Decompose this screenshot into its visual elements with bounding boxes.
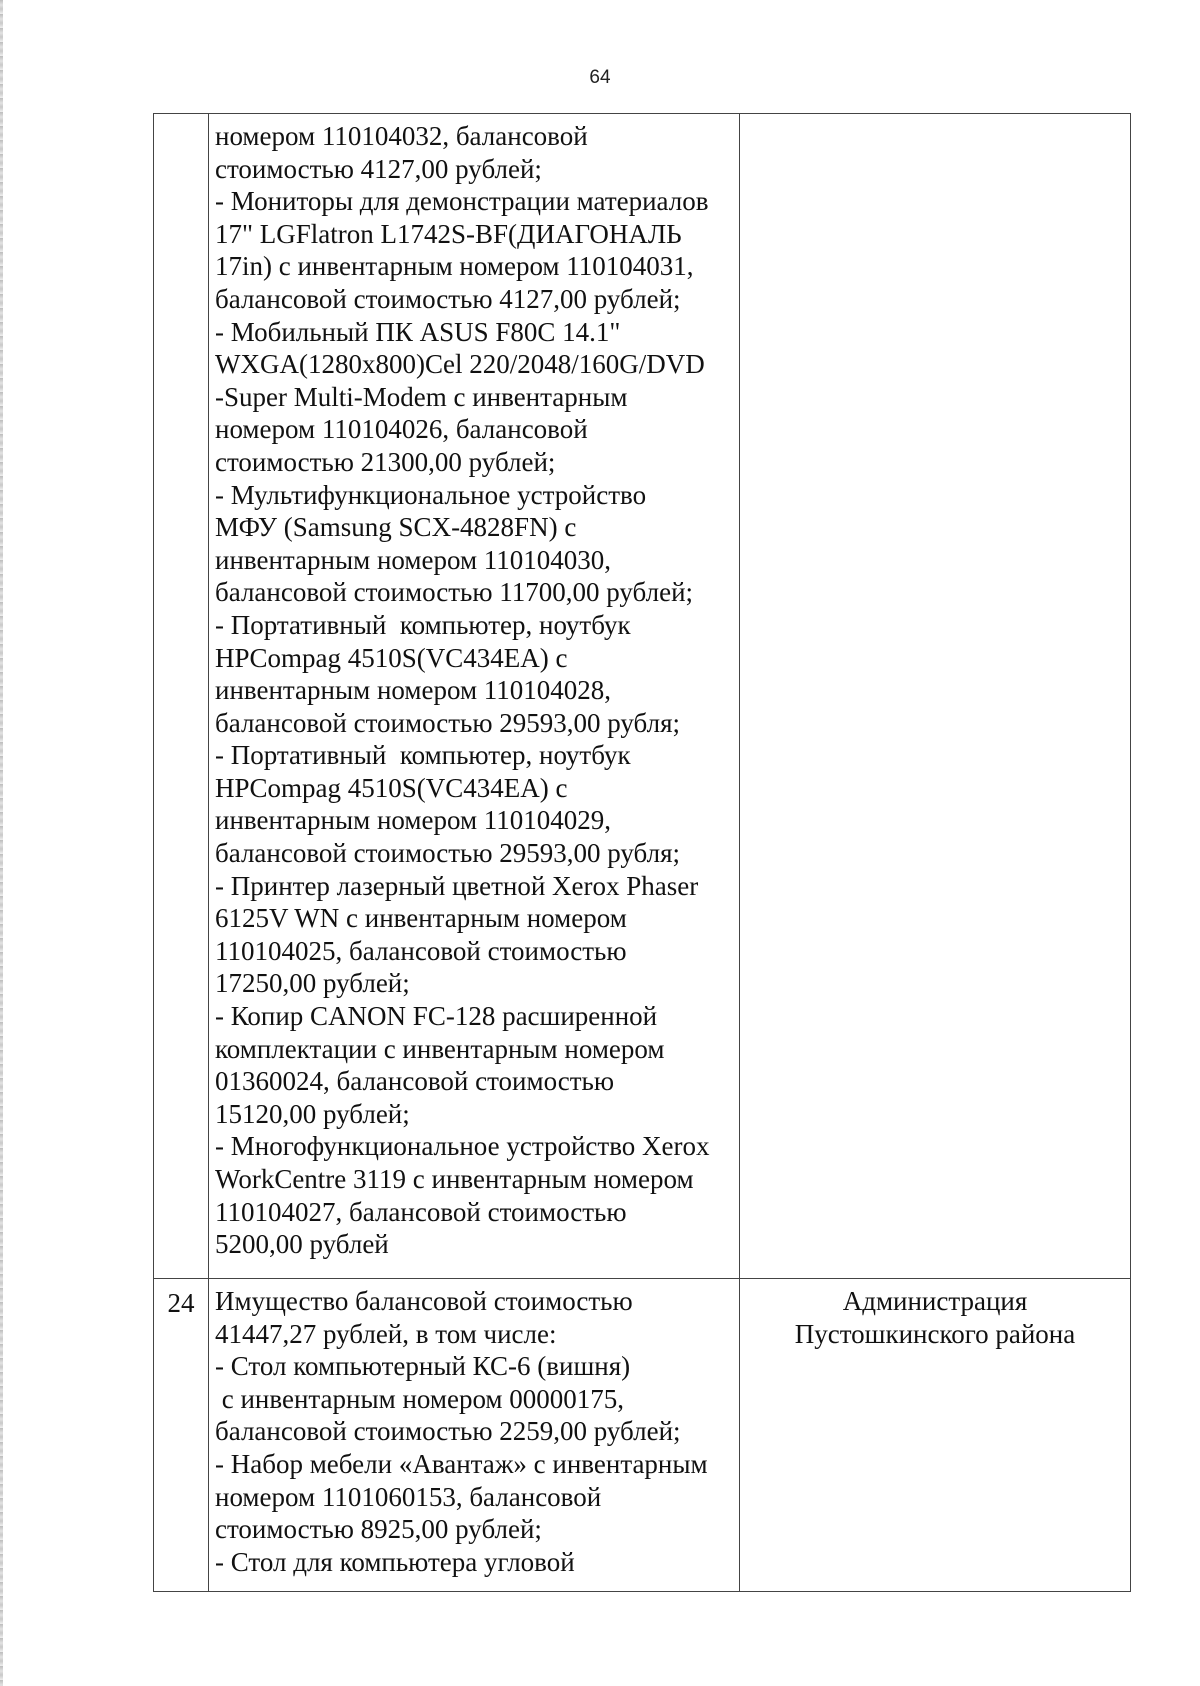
holder-cell [740,1279,1131,1592]
description-line: Имущество балансовой стоимостью [215,1286,633,1316]
row-number-cell: 24 [154,1279,209,1592]
description-line: балансовой стоимостью 29593,00 рубля; [215,838,681,869]
description-line: 6125V WN с инвентарным номером [215,903,627,934]
description-line: 5200,00 рублей [215,1229,389,1260]
description-line: - Принтер лазерный цветной Xerox Phaser [215,870,699,901]
description-line: балансовой стоимостью 29593,00 рубля; [215,707,681,738]
description-line: 17" LGFlatron L1742S-BF(ДИАГОНАЛЬ [215,218,682,249]
description-line: стоимостью 4127,00 рублей; [215,153,542,184]
holder-cell [740,114,1131,1279]
description-line: HPCompag 4510S(VC434EA) с [215,772,568,803]
description-line: - Набор мебели «Авантаж» с инвентарным [215,1448,708,1479]
description-line: номером 110104026, балансовой [215,414,588,445]
description-line: - Мобильный ПК ASUS F80C 14.1" [215,316,621,347]
description-line: 41447,27 рублей, в том числе: [215,1318,557,1349]
description-line: 01360024, балансовой стоимостью [215,1066,615,1097]
description-line: 110104025, балансовой стоимостью [215,935,627,966]
description-line: HPCompag 4510S(VC434EA) с [215,642,568,673]
description-line: стоимостью 8925,00 рублей; [215,1514,542,1545]
description-line: инвентарным номером 110104029, [215,805,612,836]
description-line: - Портативный компьютер, ноутбук [215,740,631,771]
description-line: WXGA(1280x800)Cel 220/2048/160G/DVD [215,349,705,380]
description-line: 17250,00 рублей; [215,968,410,999]
description-line: балансовой стоимостью 4127,00 рублей; [215,283,681,314]
row-number-cell [154,114,209,1279]
description-line: - Мультифункциональное устройство [215,479,647,510]
description-line: комплектации с инвентарным номером [215,1033,665,1064]
page-number: 64 [589,67,611,88]
holder-line: Пустошкинского района [794,1318,1076,1349]
description-line: - Мониторы для демонстрации материалов [215,186,709,217]
property-description-cell [209,1279,740,1592]
description-line: WorkCentre 3119 с инвентарным номером [215,1164,694,1194]
description-line: с инвентарным номером 00000175, [215,1383,625,1414]
description-line: - Многофункциональное устройство Xerox [215,1131,710,1162]
property-table [153,113,1131,1592]
holder-line: Администрация [842,1286,1028,1316]
description-line: - Копир CANON FC-128 расширенной [215,1001,658,1032]
scan-edge [0,0,3,1686]
property-description-cell [209,114,740,1279]
description-line: - Стол компьютерный КС-6 (вишня) [215,1351,631,1382]
description-line: инвентарным номером 110104030, [215,544,612,575]
description-line: 17in) с инвентарным номером 110104031, [215,251,694,282]
description-line: балансовой стоимостью 2259,00 рублей; [215,1416,681,1447]
table-row [154,114,1131,1279]
description-line: стоимостью 21300,00 рублей; [215,446,556,477]
table-row [154,1279,1131,1592]
description-line: 110104027, балансовой стоимостью [215,1196,627,1227]
description-line: инвентарным номером 110104028, [215,675,612,706]
description-line: номером 1101060153, балансовой [215,1481,602,1512]
description-line: - Стол для компьютера угловой [215,1546,575,1577]
description-line: 15120,00 рублей; [215,1098,410,1129]
description-line: балансовой стоимостью 11700,00 рублей; [215,577,694,608]
description-line: -Super Multi-Modem с инвентарным [215,381,628,412]
description-line: МФУ (Samsung SCX-4828FN) с [215,512,577,543]
description-line: номером 110104032, балансовой [215,121,588,151]
description-line: - Портативный компьютер, ноутбук [215,609,631,640]
